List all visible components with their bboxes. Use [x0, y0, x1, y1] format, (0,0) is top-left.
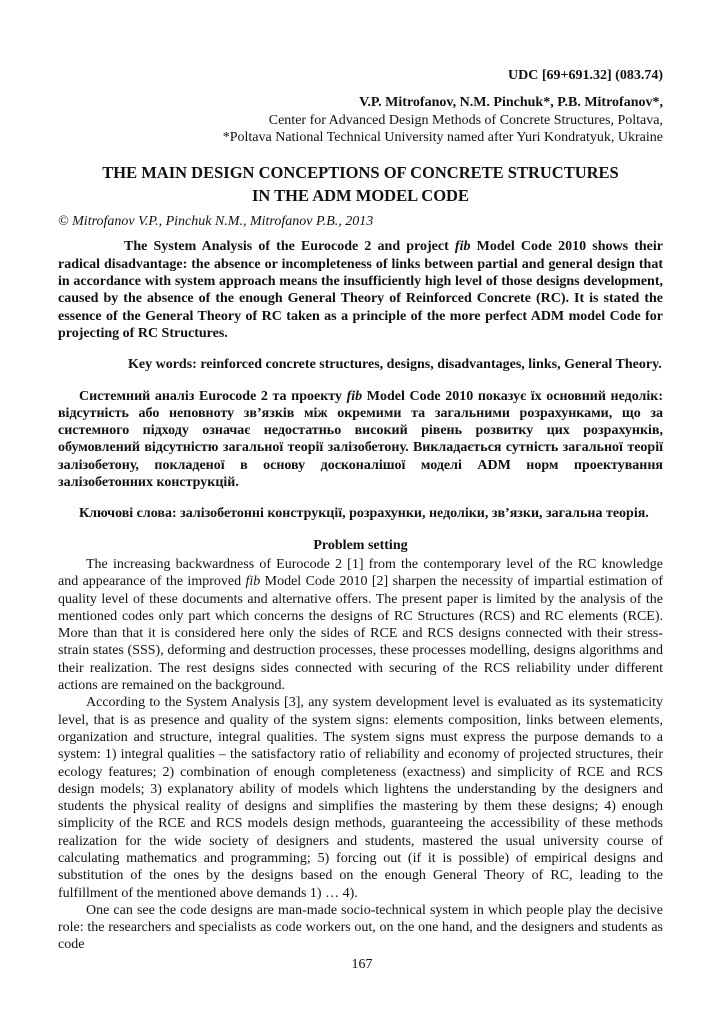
authors-line: V.P. Mitrofanov, N.M. Pinchuk*, P.B. Mitrofanov*,	[359, 95, 663, 111]
body-paragraph-3: One can see the code designs are man-made socio-technical system in which people play the decisive role: the researchers and specialists as code workers out, on the one hand, and the designers and students as code	[58, 902, 663, 953]
paper-title-line-1: THE MAIN DESIGN CONCEPTIONS OF CONCRETE STRUCTURES	[102, 163, 619, 183]
abstract-english: The System Analysis of the Eurocode 2 and project fib Model Code 2010 shows their radical disadvantage: the absence or incompleteness of links between partial and general design that in accordance with system approach means the insufficiently high level of those designs development, caused by the absence of the enough General Theory of Reinforced Concrete (RC). It is stated the essence of the General Theory of RC taken as a principle of the more perfect ADM model Code for projecting of RC Structures.	[58, 239, 663, 341]
keywords-ukrainian: Ключові слова: залізобетонні конструкції, розрахунки, недоліки, зв’язки, загальна теорія.	[79, 506, 649, 522]
affiliation-line-1: Center for Advanced Design Methods of Concrete Structures, Poltava,	[268, 112, 663, 128]
body-paragraph-2: According to the System Analysis [3], any system development level is evaluated as its systematicity level, that is as presence and quality of the system signs: elements composition, links between elements, organization and structure, integral qualities. The system signs must express the purpose demands to a system: 1) integral qualities – the satisfactory ratio of reliability and economy of projected structures, their ecology features; 2) combination of enough completeness (exactness) and simplicity of RCE and RCS design models; 3) explanatory ability of models which lightens the understanding by the designers and students the physical reality of designs and simplifies the mastering by them these designs; 4) enough simplicity of the RCE and RCS models design methods, guaranteeing the accessibility of these methods realization for the wide society of designers and students, mastered the usual university course of calculating mathematics and programming; 5) forcing out (if it is possible) of empirical designs and substitution of the ones by the designs based on the enough General Theory of RC, leading to the fulfillment of the mentioned above demands 1) … 4).	[58, 695, 663, 901]
section-heading-problem-setting: Problem setting	[313, 537, 408, 553]
abstract-ukrainian: Системний аналіз Eurocode 2 та проекту fib Model Code 2010 показує їх основний недолік: відсутність або неповноту зв’язків між окремими та загальними розрахунками, що за системного підходу означає недостатньо високий рівень розвитку цих розрахунків, обумовлений відсутністю загальної теорії залізобетону. Викладається сутність загальної теорії залізобетону, покладеної в основу досконалішої моделі ADM норм проектування залізобетонних конструкцій.	[58, 388, 663, 491]
affiliation-line-2: *Poltava National Technical University named after Yuri Kondratyuk, Ukraine	[222, 129, 663, 145]
page-number: 167	[351, 956, 373, 972]
copyright-line: © Mitrofanov V.P., Pinchuk N.M., Mitrofanov P.B., 2013	[58, 214, 374, 230]
body-paragraph-1: The increasing backwardness of Eurocode 2 [1] from the contemporary level of the RC knowledge and appearance of the improved fib Model Code 2010 [2] sharpen the necessity of impartial estimation of quality level of these documents and alternative offers. The present paper is limited by the analysis of the mentioned codes only part which concerns the designs of RC Structures (RCS) and RC elements (RCE). More than that it is considered here only the sides of RCE and RCS designs connected with their stress-strain states (SSS), deforming and destruction processes, these processes modelling, designs algorithms and their realization. The rest designs sides connected with securing of the RCS reliability under different actions are remained on the background.	[58, 556, 663, 694]
udc-number: UDC [69+691.32] (083.74)	[508, 68, 663, 83]
keywords-english: Key words: reinforced concrete structures, designs, disadvantages, links, General Theory.	[128, 357, 662, 373]
paper-title-line-2: IN THE ADM MODEL CODE	[252, 186, 469, 206]
paper-title	[58, 161, 663, 207]
